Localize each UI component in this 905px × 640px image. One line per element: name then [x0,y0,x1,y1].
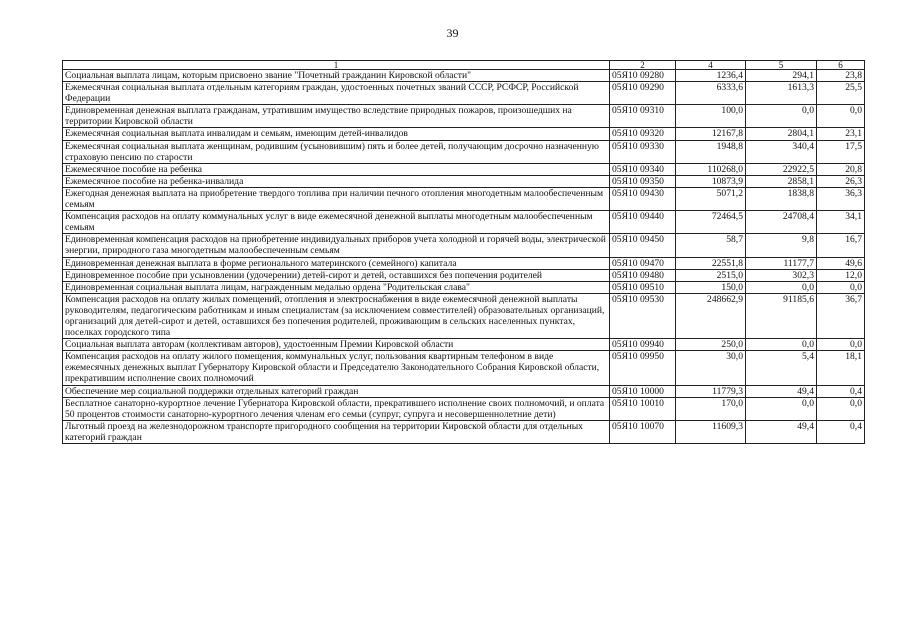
table-row [63,293,865,338]
row-fact-cell: 0,0 [746,339,817,351]
row-plan-cell: 2515,0 [676,269,746,281]
row-plan-cell: 1948,8 [676,140,746,163]
row-fact-cell: 24708,4 [746,211,817,234]
row-plan-cell: 248662,9 [676,293,746,338]
row-code-cell: 05Я10 09940 [610,339,676,351]
row-code-cell: 05Я10 09320 [610,128,676,140]
row-plan-cell: 5071,2 [676,187,746,210]
row-code-cell: 05Я10 09290 [610,82,676,105]
row-fact-cell: 1613,3 [746,82,817,105]
row-percent-cell: 20,8 [817,163,865,175]
row-percent-cell: 23,1 [817,128,865,140]
row-fact-cell: 294,1 [746,70,817,82]
row-code-cell: 05Я10 09430 [610,187,676,210]
row-percent-cell: 0,0 [817,281,865,293]
row-name-cell: Ежемесячная социальная выплата отдельным категориям граждан, удостоенных почетных званий СССР, РСФСР, Российской Федерации [63,82,610,105]
table-row [63,70,865,82]
row-code-cell: 05Я10 09350 [610,175,676,187]
row-plan-cell: 170,0 [676,397,746,420]
row-plan-cell: 250,0 [676,339,746,351]
row-percent-cell: 36,7 [817,293,865,338]
column-header: 6 [817,61,865,70]
table-row [63,281,865,293]
row-percent-cell: 26,3 [817,175,865,187]
row-fact-cell: 1838,8 [746,187,817,210]
row-name-cell: Единовременная компенсация расходов на приобретение индивидуальных приборов учета холодной и горячей воды, электрической энергии, природного газа многодетным малообеспеченным семьям [63,234,610,257]
table-row [63,175,865,187]
row-fact-cell: 340,4 [746,140,817,163]
row-name-cell: Социальная выплата лицам, которым присвоено звание "Почетный гражданин Кировской области" [63,70,610,82]
row-code-cell: 05Я10 09330 [610,140,676,163]
row-percent-cell: 12,0 [817,269,865,281]
table-row [63,140,865,163]
row-code-cell: 05Я10 09480 [610,269,676,281]
row-name-cell: Единовременная денежная выплата гражданам, утратившим имущество вследствие природных пожаров, произошедших на территории Кировской области [63,105,610,128]
row-fact-cell: 9,8 [746,234,817,257]
row-code-cell: 05Я10 09450 [610,234,676,257]
row-name-cell: Ежемесячное пособие на ребенка-инвалида [63,175,610,187]
row-percent-cell: 18,1 [817,351,865,385]
row-name-cell: Обеспечение мер социальной поддержки отдельных категорий граждан [63,385,610,397]
row-fact-cell: 49,4 [746,420,817,443]
row-fact-cell: 2858,1 [746,175,817,187]
row-percent-cell: 0,0 [817,105,865,128]
row-plan-cell: 6333,6 [676,82,746,105]
row-percent-cell: 0,4 [817,420,865,443]
table-row [63,105,865,128]
row-plan-cell: 10873,9 [676,175,746,187]
column-header-row [63,61,865,70]
row-plan-cell: 58,7 [676,234,746,257]
row-code-cell: 05Я10 10070 [610,420,676,443]
row-plan-cell: 100,0 [676,105,746,128]
row-fact-cell: 11177,7 [746,257,817,269]
row-percent-cell: 49,6 [817,257,865,269]
row-name-cell: Единовременная денежная выплата в форме регионального материнского (семейного) капитала [63,257,610,269]
table-row [63,420,865,443]
row-plan-cell: 72464,5 [676,211,746,234]
row-percent-cell: 17,5 [817,140,865,163]
column-header: 2 [610,61,676,70]
row-percent-cell: 16,7 [817,234,865,257]
row-fact-cell: 0,0 [746,281,817,293]
row-name-cell: Социальная выплата авторам (коллективам авторов), удостоенным Премии Кировской области [63,339,610,351]
row-code-cell: 05Я10 10010 [610,397,676,420]
table-body [63,61,865,444]
row-percent-cell: 34,1 [817,211,865,234]
row-fact-cell: 2804,1 [746,128,817,140]
column-header: 4 [676,61,746,70]
row-code-cell: 05Я10 09470 [610,257,676,269]
table-row [63,339,865,351]
row-code-cell: 05Я10 09530 [610,293,676,338]
row-plan-cell: 30,0 [676,351,746,385]
row-fact-cell: 91185,6 [746,293,817,338]
row-code-cell: 05Я10 09510 [610,281,676,293]
row-code-cell: 05Я10 09950 [610,351,676,385]
row-name-cell: Ежемесячная социальная выплата женщинам, родившим (усыновившим) пять и более детей, получающим досрочно назначенную страховую пенсию по старости [63,140,610,163]
row-code-cell: 05Я10 09340 [610,163,676,175]
row-name-cell: Ежегодная денежная выплата на приобретение твердого топлива при наличии печного отопления многодетным малообеспеченным семьям [63,187,610,210]
row-name-cell: Бесплатное санаторно-курортное лечение Губернатора Кировской области, прекратившего исполнение своих полномочий, и оплата 50 процентов стоимости санаторно-курортного лечения членам его семьи (супруг, супруга и несовершеннолетние дети) [63,397,610,420]
row-percent-cell: 23,8 [817,70,865,82]
row-plan-cell: 11779,3 [676,385,746,397]
row-plan-cell: 110268,0 [676,163,746,175]
row-fact-cell: 5,4 [746,351,817,385]
row-name-cell: Льготный проезд на железнодорожном транспорте пригородного сообщения на территории Кировской области для отдельных категорий граждан [63,420,610,443]
table-row [63,351,865,385]
row-percent-cell: 36,3 [817,187,865,210]
page-number: 39 [446,26,459,40]
table-row [63,257,865,269]
table-row [63,269,865,281]
column-header: 1 [63,61,610,70]
table-row [63,397,865,420]
row-fact-cell: 0,0 [746,105,817,128]
row-fact-cell: 302,3 [746,269,817,281]
row-code-cell: 05Я10 09280 [610,70,676,82]
table-row [63,82,865,105]
row-name-cell: Компенсация расходов на оплату коммунальных услуг в виде ежемесячной денежной выплаты многодетным малообеспеченным семьям [63,211,610,234]
table-row [63,163,865,175]
row-code-cell: 05Я10 10000 [610,385,676,397]
row-percent-cell: 25,5 [817,82,865,105]
table-row [63,234,865,257]
row-code-cell: 05Я10 09310 [610,105,676,128]
table-row [63,211,865,234]
table-row [63,385,865,397]
row-fact-cell: 49,4 [746,385,817,397]
row-percent-cell: 0,0 [817,339,865,351]
table-row [63,128,865,140]
row-name-cell: Компенсация расходов на оплату жилого помещения, коммунальных услуг, пользования квартирным телефоном в виде ежемесячных денежных выплат Губернатору Кировской области и Председателю Законодательного Собрания Кировской области, прекратившим исполнение своих полномочий [63,351,610,385]
row-code-cell: 05Я10 09440 [610,211,676,234]
row-plan-cell: 11609,3 [676,420,746,443]
row-fact-cell: 0,0 [746,397,817,420]
row-name-cell: Компенсация расходов на оплату жилых помещений, отопления и электроснабжения в виде ежемесячной денежной выплаты руководителям, педагогическим работникам и иным специалистам (за исключением совместителей) образовательных организаций, организаций для детей-сирот и детей, оставшихся без попечения родителей, проживающим в сельских населенных пунктах, поселках городского типа [63,293,610,338]
row-name-cell: Ежемесячное пособие на ребенка [63,163,610,175]
row-plan-cell: 150,0 [676,281,746,293]
row-percent-cell: 0,0 [817,397,865,420]
row-percent-cell: 0,4 [817,385,865,397]
budget-table [62,60,865,444]
table-row [63,187,865,210]
row-plan-cell: 12167,8 [676,128,746,140]
row-fact-cell: 22922,5 [746,163,817,175]
row-name-cell: Единовременное пособие при усыновлении (удочерении) детей-сирот и детей, оставшихся без попечения родителей [63,269,610,281]
column-header: 5 [746,61,817,70]
row-plan-cell: 22551,8 [676,257,746,269]
row-name-cell: Единовременная социальная выплата лицам, награжденным медалью ордена "Родительская слава" [63,281,610,293]
row-name-cell: Ежемесячная социальная выплата инвалидам и семьям, имеющим детей-инвалидов [63,128,610,140]
row-plan-cell: 1236,4 [676,70,746,82]
